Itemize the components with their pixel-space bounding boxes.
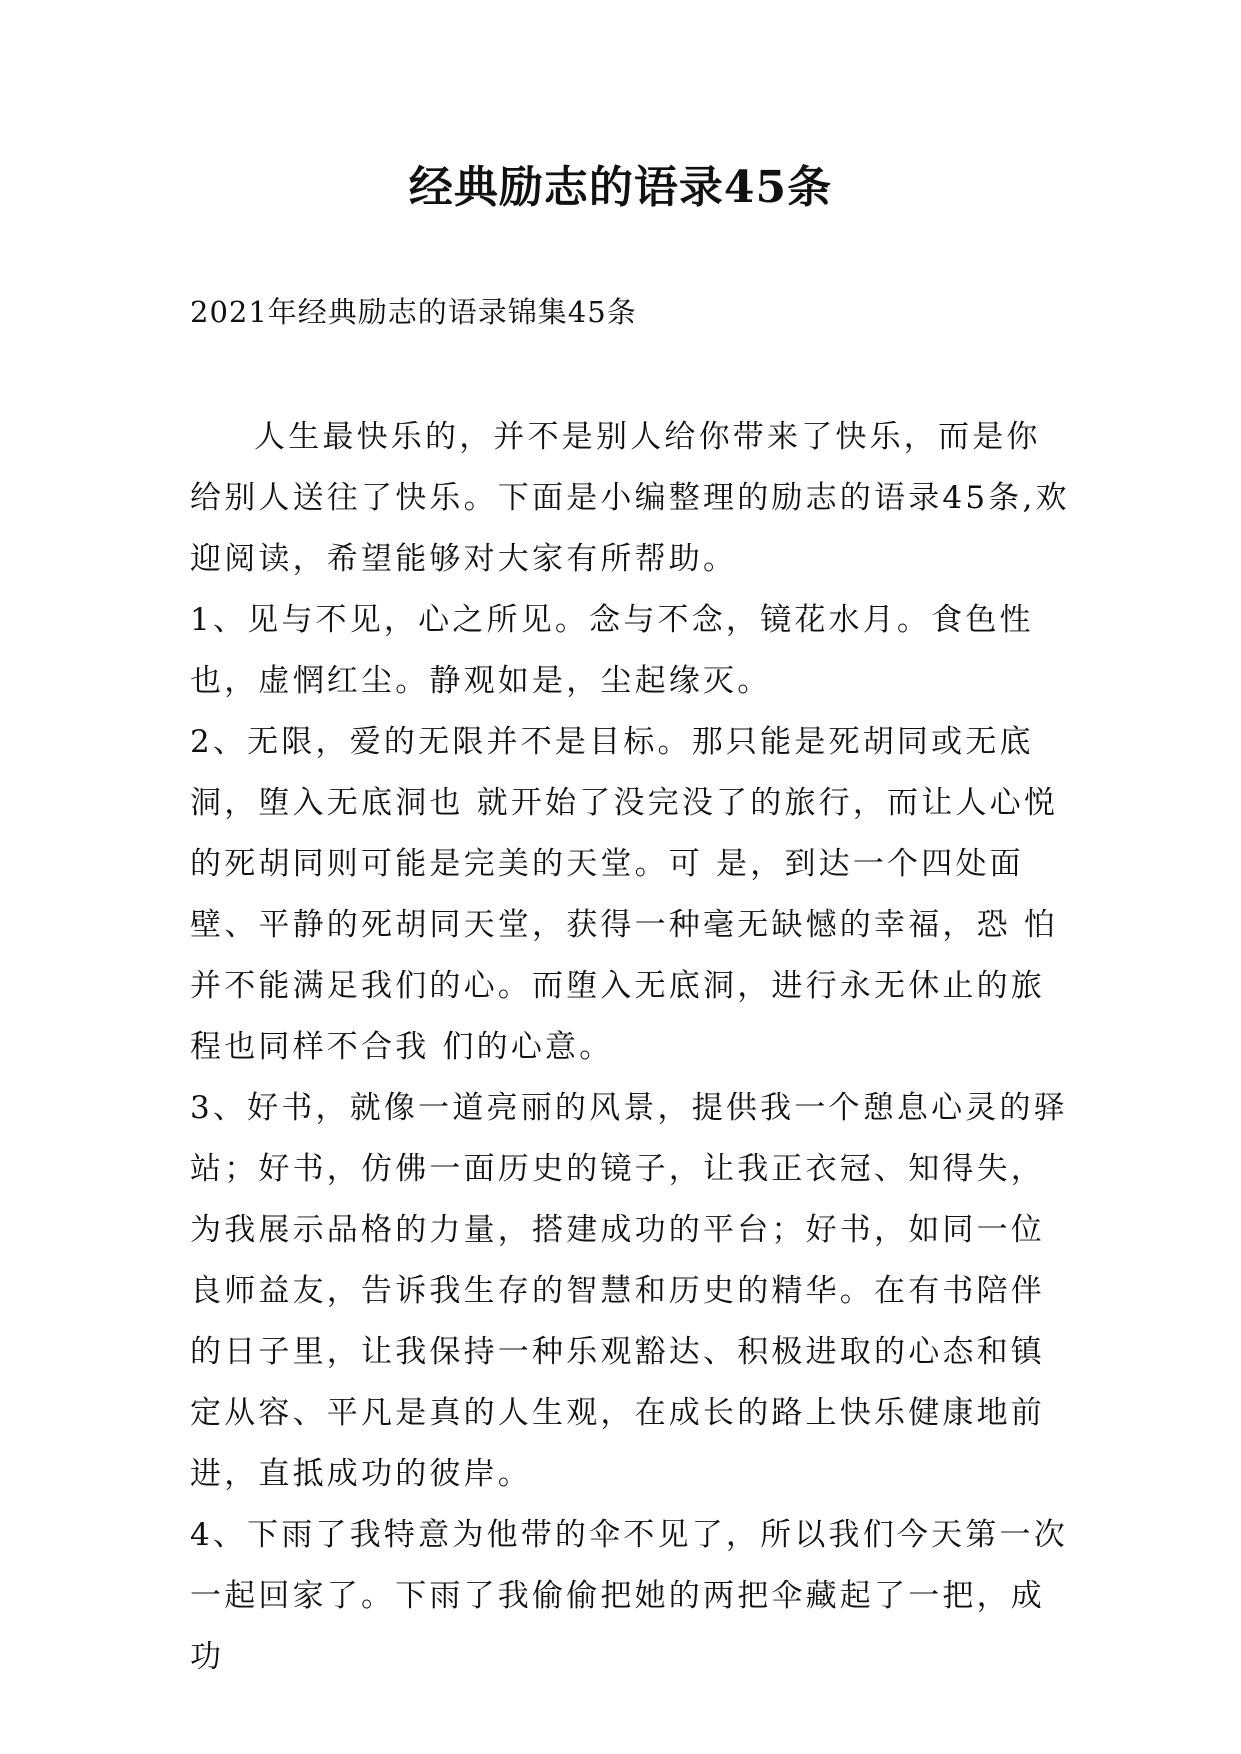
quote-paragraph-3: 3、好书，就像一道亮丽的风景，提供我一个憩息心灵的驿站；好书，仿佛一面历史的镜子，让我正衣冠、知得失，为我展示品格的力量，搭建成功的平台；好书，如同一位良师益友，告诉我生存的智慧和历史的精华。在有书陪伴的日子里，让我保持一种乐观豁达、积极进取的心态和镇定从容、平凡是真的人生观，在成长的路上快乐健康地前进，直抵成功的彼岸。 — [190, 1090, 1068, 1492]
quote-paragraph-1: 1、见与不见，心之所见。念与不念，镜花水月。食色性也，虚惘红尘。静观如是，尘起缘灭。 — [190, 602, 1034, 699]
intro-paragraph: 人生最快乐的，并不是别人给你带来了快乐，而是你给别人送往了快乐。下面是小编整理的励志的语录45条,欢迎阅读，希望能够对大家有所帮助。 — [190, 419, 1070, 577]
document-subtitle: 2021年经典励志的语录锦集45条 — [190, 295, 637, 329]
document-title: 经典励志的语录45条 — [408, 162, 833, 213]
quote-paragraph-4: 4、下雨了我特意为他带的伞不见了，所以我们今天第一次一起回家了。下雨了我偷偷把她的两把伞藏起了一把，成功 — [190, 1517, 1068, 1675]
quote-paragraph-2: 2、无限，爱的无限并不是目标。那只能是死胡同或无底洞，堕入无底洞也 就开始了没完没了的旅行，而让人心悦的死胡同则可能是完美的天堂。可 是，到达一个四处面壁、平静的死胡同天堂，获得一种毫无缺憾的幸福，恐 怕并不能满足我们的心。而堕入无底洞，进行永无休止的旅程也同样不合我 们的心意。 — [190, 724, 1059, 1065]
document-body — [190, 407, 1070, 1688]
